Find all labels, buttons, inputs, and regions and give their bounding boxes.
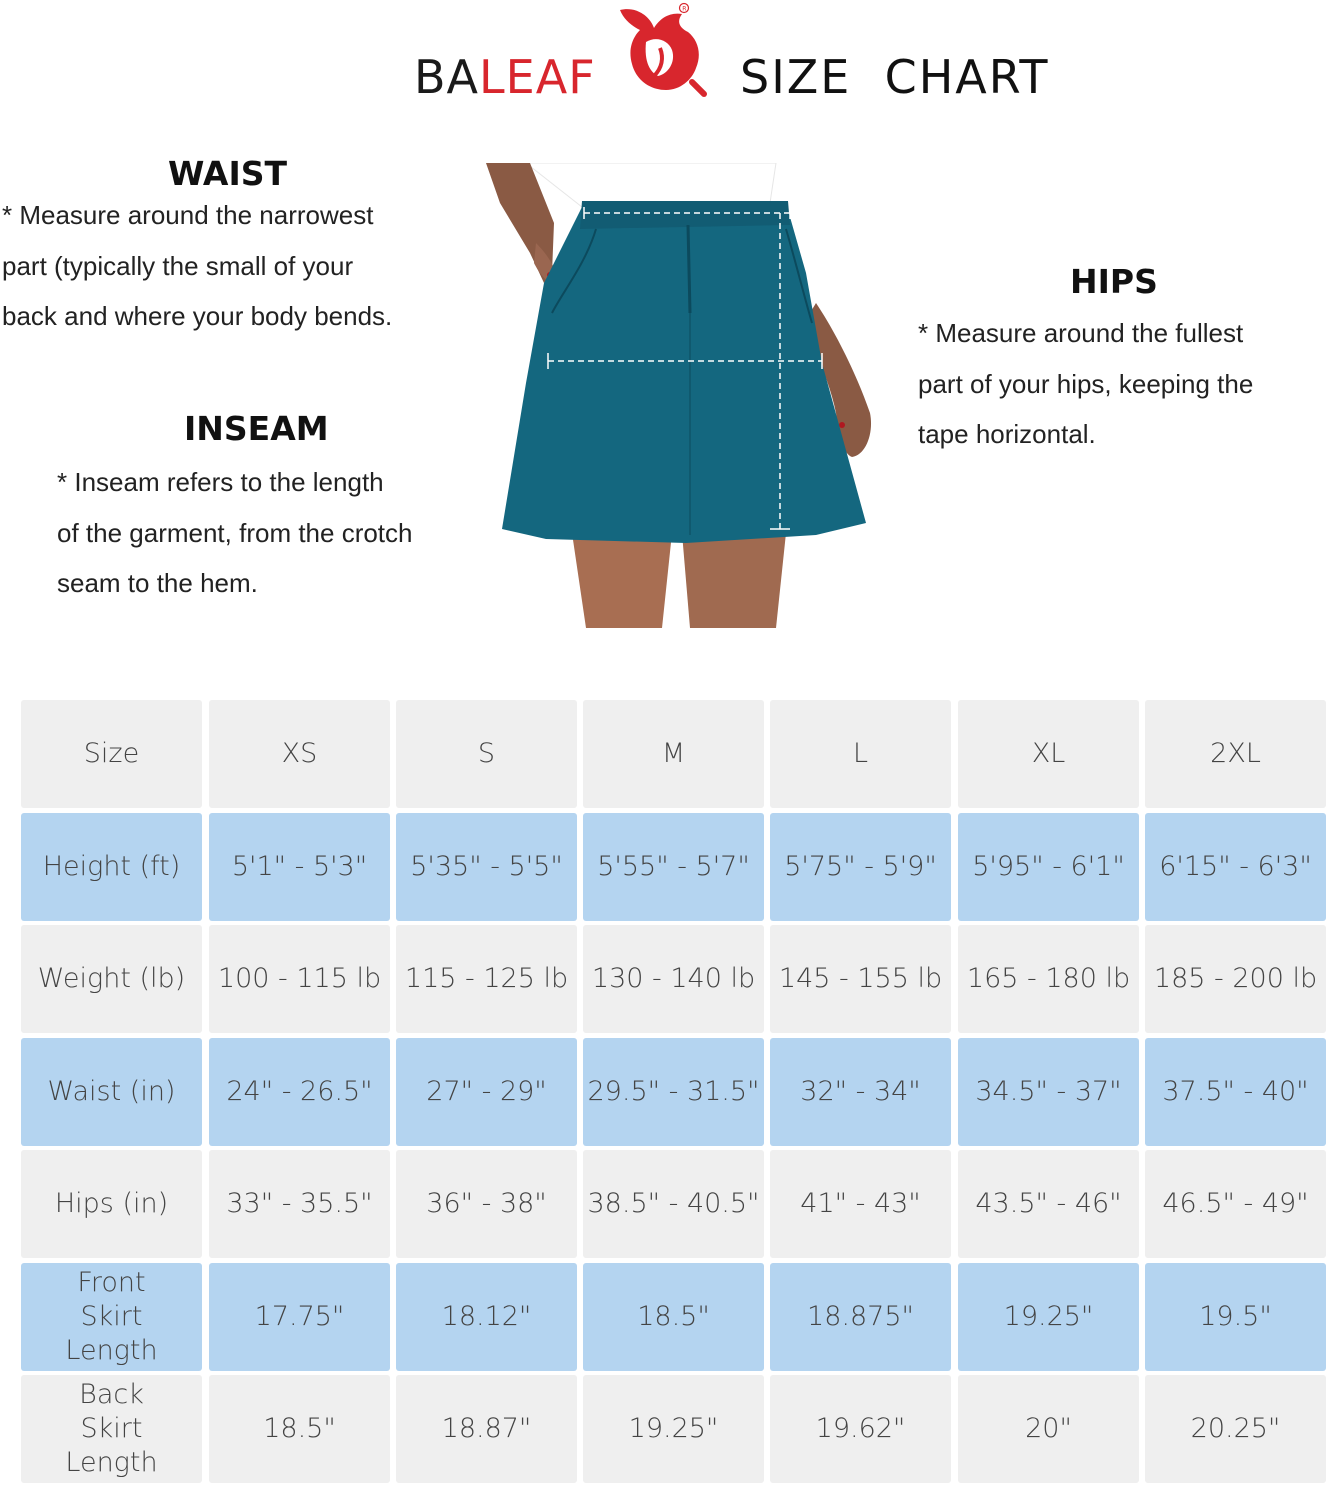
table-cell: 5'1" - 5'3" (209, 813, 390, 921)
brand-prefix: BA (414, 50, 480, 104)
table-cell: 5'55" - 5'7" (583, 813, 764, 921)
table-cell: 5'75" - 5'9" (770, 813, 951, 921)
table-cell: 18.875" (770, 1263, 951, 1371)
table-cell: 18.12" (396, 1263, 577, 1371)
table-cell: 18.5" (209, 1375, 390, 1483)
hips-line-2: part of your hips, keeping the (918, 368, 1254, 399)
row-label: Back Skirt Length (21, 1375, 202, 1483)
waist-heading: WAIST (168, 154, 288, 193)
waist-line-3: back and where your body bends. (2, 301, 393, 331)
table-cell: 32" - 34" (770, 1038, 951, 1146)
table-cell: 5'95" - 6'1" (958, 813, 1139, 921)
hips-line-1: * Measure around the fullest (918, 318, 1244, 348)
size-table (21, 700, 1327, 1498)
waist-line-2: part (typically the small of your (2, 250, 354, 281)
table-cell: 115 - 125 lb (396, 925, 577, 1033)
inseam-line-1: * Inseam refers to the length (57, 467, 384, 497)
hips-line-3: tape horizontal. (918, 419, 1096, 449)
table-cell: 41" - 43" (770, 1150, 951, 1258)
table-cell: 33" - 35.5" (209, 1150, 390, 1258)
table-cell: 19.62" (770, 1375, 951, 1483)
table-cell: 6'15" - 6'3" (1145, 813, 1326, 921)
table-cell: L (770, 700, 951, 808)
table-cell: 130 - 140 lb (583, 925, 764, 1033)
inseam-line-2: of the garment, from the crotch (57, 517, 413, 548)
table-cell: 27" - 29" (396, 1038, 577, 1146)
hips-description (918, 308, 1328, 460)
inseam-heading: INSEAM (184, 409, 329, 448)
table-cell: 19.5" (1145, 1263, 1326, 1371)
table-cell: 145 - 155 lb (770, 925, 951, 1033)
row-label: Height (ft) (21, 813, 202, 921)
svg-text:R: R (682, 5, 687, 13)
table-cell: 46.5" - 49" (1145, 1150, 1326, 1258)
table-cell: 19.25" (583, 1375, 764, 1483)
table-cell: 185 - 200 lb (1145, 925, 1326, 1033)
table-cell: 18.5" (583, 1263, 764, 1371)
baleaf-flame-logo-icon (606, 2, 710, 100)
table-cell: 18.87" (396, 1375, 577, 1483)
page-title: SIZE CHART (740, 50, 1050, 104)
table-cell: 37.5" - 40" (1145, 1038, 1326, 1146)
row-label: Size (21, 700, 202, 808)
row-label: Hips (in) (21, 1150, 202, 1258)
table-cell: 38.5" - 40.5" (583, 1150, 764, 1258)
table-cell: 100 - 115 lb (209, 925, 390, 1033)
brand-wordmark (414, 50, 596, 104)
table-cell: 19.25" (958, 1263, 1139, 1371)
table-cell: 2XL (1145, 700, 1326, 808)
row-label: Waist (in) (21, 1038, 202, 1146)
waist-description (2, 190, 482, 342)
inseam-line-3: seam to the hem. (57, 568, 258, 598)
table-cell: 29.5" - 31.5" (583, 1038, 764, 1146)
table-cell: 24" - 26.5" (209, 1038, 390, 1146)
table-cell: 20.25" (1145, 1375, 1326, 1483)
skirt-model-photo (486, 163, 876, 628)
table-cell: M (583, 700, 764, 808)
row-label: Front Skirt Length (21, 1263, 202, 1371)
hips-heading: HIPS (1070, 262, 1158, 301)
table-cell: XL (958, 700, 1139, 808)
table-cell: 20" (958, 1375, 1139, 1483)
brand-suffix: LEAF (479, 50, 596, 104)
table-cell: 34.5" - 37" (958, 1038, 1139, 1146)
table-cell: S (396, 700, 577, 808)
table-cell: 5'35" - 5'5" (396, 813, 577, 921)
table-cell: 43.5" - 46" (958, 1150, 1139, 1258)
table-cell: 165 - 180 lb (958, 925, 1139, 1033)
table-cell: 17.75" (209, 1263, 390, 1371)
row-label: Weight (lb) (21, 925, 202, 1033)
table-cell: XS (209, 700, 390, 808)
inseam-description (57, 457, 487, 609)
table-cell: 36" - 38" (396, 1150, 577, 1258)
waist-line-1: * Measure around the narrowest (2, 200, 374, 230)
